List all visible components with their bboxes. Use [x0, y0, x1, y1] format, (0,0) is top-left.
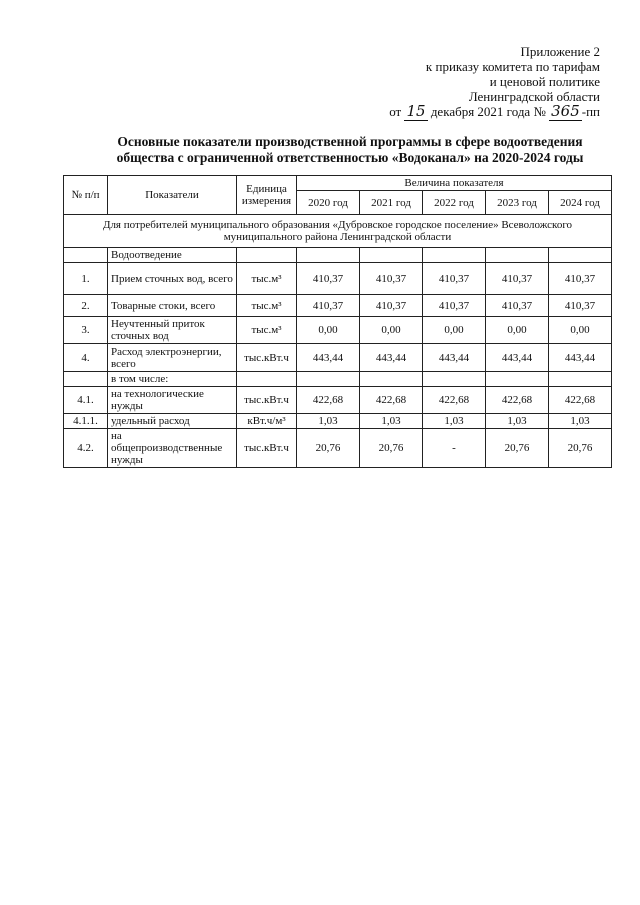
table-row	[64, 429, 612, 468]
appendix-line: Приложение 2	[520, 44, 600, 59]
order-line	[360, 104, 600, 119]
table-cell: 0,00	[549, 317, 612, 344]
table-cell	[64, 372, 108, 387]
table-cell: 4.1.	[64, 387, 108, 414]
table-cell: тыс.кВт.ч	[237, 387, 297, 414]
table-cell	[423, 372, 486, 387]
table-cell: 422,68	[423, 387, 486, 414]
table-cell	[360, 372, 423, 387]
table-cell: 410,37	[360, 263, 423, 295]
table-cell	[237, 248, 297, 263]
table-row	[64, 317, 612, 344]
header-indicator: Показатели	[108, 176, 237, 215]
table-cell: 443,44	[360, 344, 423, 372]
order-day: 15	[406, 102, 426, 120]
table-cell: 20,76	[549, 429, 612, 468]
title-line: общества с ограниченной ответственностью «Водоканал» на 2020-2024 годы	[116, 150, 584, 165]
header-unit: Единица измерения	[237, 176, 297, 215]
table-cell: 410,37	[297, 263, 360, 295]
header-year: 2021 год	[360, 191, 423, 215]
table-cell: тыс.кВт.ч	[237, 429, 297, 468]
header-year: 2024 год	[549, 191, 612, 215]
table-row	[64, 387, 612, 414]
table-cell: 0,00	[360, 317, 423, 344]
table-cell: Товарные стоки, всего	[108, 295, 237, 317]
table-cell: 443,44	[486, 344, 549, 372]
table-cell: 1,03	[297, 414, 360, 429]
title-line: Основные показатели производственной программы в сфере водоотведения	[117, 134, 583, 149]
table-row	[64, 295, 612, 317]
table-cell: 443,44	[423, 344, 486, 372]
table-row	[64, 372, 612, 387]
table-cell: 4.1.1.	[64, 414, 108, 429]
table-cell: 410,37	[549, 295, 612, 317]
table-cell: 3.	[64, 317, 108, 344]
table-cell: Неучтенный приток сточных вод	[108, 317, 237, 344]
section-row: Водоотведение	[108, 248, 237, 263]
header-year: 2022 год	[423, 191, 486, 215]
table-cell: 410,37	[486, 295, 549, 317]
table-cell: 1,03	[423, 414, 486, 429]
table-cell	[64, 248, 108, 263]
table-cell: 443,44	[549, 344, 612, 372]
table-cell: кВт.ч/м³	[237, 414, 297, 429]
table-cell: в том числе:	[108, 372, 237, 387]
table-cell: 2.	[64, 295, 108, 317]
table-cell: на технологические нужды	[108, 387, 237, 414]
table-cell: тыс.м³	[237, 317, 297, 344]
order-number: 365	[551, 102, 580, 120]
table-cell: тыс.кВт.ч	[237, 344, 297, 372]
appendix-line: к приказу комитета по тарифам	[425, 59, 600, 74]
document-title	[90, 134, 610, 166]
table-cell: удельный расход	[108, 414, 237, 429]
table-cell: тыс.м³	[237, 295, 297, 317]
table-cell: 422,68	[549, 387, 612, 414]
table-cell	[486, 372, 549, 387]
table-cell: 1,03	[549, 414, 612, 429]
table-cell: 1,03	[360, 414, 423, 429]
table-cell: 0,00	[486, 317, 549, 344]
table-cell: 1,03	[486, 414, 549, 429]
header-year: 2020 год	[297, 191, 360, 215]
table-cell: -	[423, 429, 486, 468]
group-row: Для потребителей муниципального образования «Дубровское городское поселение» Всеволожского муниципального района Ленинградской области	[64, 215, 612, 248]
appendix-header	[360, 44, 600, 119]
table-cell: 422,68	[486, 387, 549, 414]
appendix-line: и ценовой политике	[489, 74, 600, 89]
order-middle: декабря 2021 года №	[430, 104, 546, 119]
table-cell	[297, 248, 360, 263]
header-year: 2023 год	[486, 191, 549, 215]
table-row	[64, 414, 612, 429]
table-cell: 422,68	[360, 387, 423, 414]
table-cell: на общепроизводственные нужды	[108, 429, 237, 468]
table-cell: 0,00	[423, 317, 486, 344]
table-cell: 20,76	[360, 429, 423, 468]
table-cell: 1.	[64, 263, 108, 295]
table-cell: 410,37	[549, 263, 612, 295]
header-value-group: Величина показателя	[297, 176, 612, 191]
table-cell: Расход электроэнергии, всего	[108, 344, 237, 372]
table-cell: 4.2.	[64, 429, 108, 468]
table-cell: 4.	[64, 344, 108, 372]
table-cell: 410,37	[423, 263, 486, 295]
table-cell: тыс.м³	[237, 263, 297, 295]
table-cell: 0,00	[297, 317, 360, 344]
table-cell	[423, 248, 486, 263]
table-cell: 422,68	[297, 387, 360, 414]
table-cell: 410,37	[297, 295, 360, 317]
table-cell: 410,37	[360, 295, 423, 317]
table-cell: Прием сточных вод, всего	[108, 263, 237, 295]
table-cell	[237, 372, 297, 387]
table-cell: 20,76	[486, 429, 549, 468]
header-num: № п/п	[64, 176, 108, 215]
table-cell: 410,37	[486, 263, 549, 295]
table-cell	[549, 372, 612, 387]
table-cell	[360, 248, 423, 263]
indicators-table	[63, 175, 612, 468]
table-row	[64, 344, 612, 372]
table-cell	[486, 248, 549, 263]
table-cell	[297, 372, 360, 387]
table-cell	[549, 248, 612, 263]
table-cell: 443,44	[297, 344, 360, 372]
order-suffix: -пп	[581, 104, 600, 119]
table-cell: 20,76	[297, 429, 360, 468]
table-cell: 410,37	[423, 295, 486, 317]
order-prefix: от	[389, 104, 402, 119]
appendix-line: Ленинградской области	[468, 89, 600, 104]
table-row	[64, 263, 612, 295]
